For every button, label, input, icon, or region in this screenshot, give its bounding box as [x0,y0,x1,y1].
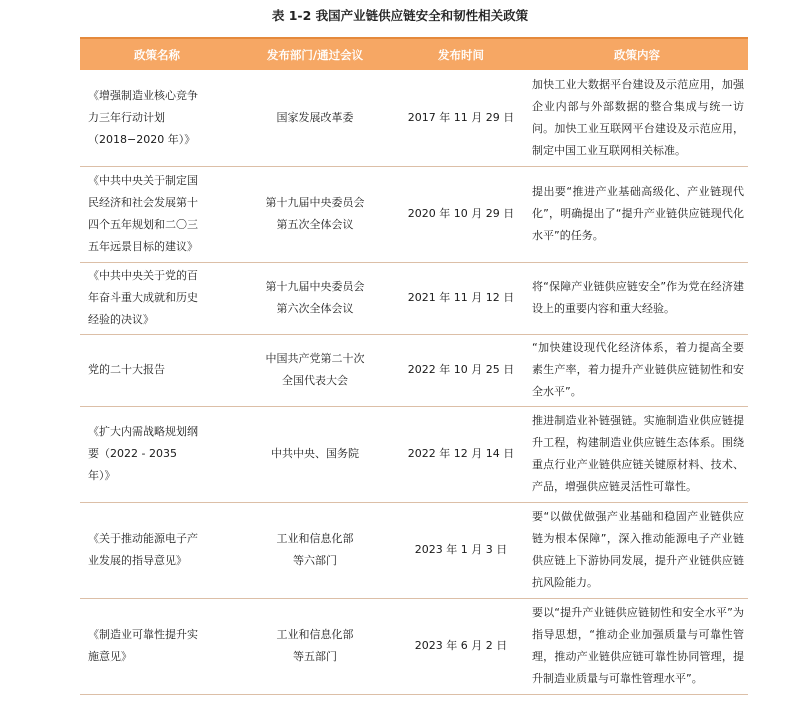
policy-content: “加快建设现代化经济体系，着力提高全要素生产率，着力提升产业链供应链韧性和安全水平”。 [532,341,744,398]
header-content: 政策内容 [526,38,748,70]
publish-date: 2023 年 6 月 2 日 [414,639,508,652]
table-header [80,38,748,70]
publish-date: 2022 年 12 月 14 日 [407,447,515,460]
department-cell [234,598,396,694]
header-department: 发布部门/通过会议 [234,38,396,70]
department: 工业和信息化部 等六部门 [276,532,354,567]
content-cell [526,334,748,406]
publish-date: 2023 年 1 月 3 日 [414,543,508,556]
policy-name: 《中共中央关于制定国 民经济和社会发展第十 四个五年规划和二〇三 五年远景目标的建议》 [88,174,198,253]
table-row [80,334,748,406]
policy-name: 《中共中央关于党的百 年奋斗重大成就和历史 经验的决议》 [88,269,198,326]
policy-name: 《制造业可靠性提升实 施意见》 [88,628,198,663]
policy-name: 《增强制造业核心竞争 力三年行动计划 （2018−2020 年）》 [88,88,198,146]
content-cell [526,406,748,502]
policy-name-cell [80,334,234,406]
department-cell [234,166,396,262]
date-cell [396,334,526,406]
department: 第十九届中央委员会 第六次全体会议 [265,280,365,315]
department-cell [234,502,396,598]
date-cell [396,502,526,598]
policy-content: 将“保障产业链供应链安全”作为党在经济建设上的重要内容和重大经验。 [532,280,744,315]
department: 国家发展改革委 [276,110,354,124]
policy-content: 推进制造业补链强链。实施制造业供应链提升工程，构建制造业供应链生态体系。围绕重点行业产业链供应链关键原材料、技术、产品，增强供应链灵活性可靠性。 [532,414,744,493]
content-cell [526,262,748,334]
date-cell [396,70,526,166]
policy-content: 提出要“推进产业基础高级化、产业链现代化”，明确提出了“提升产业链供应链现代化水平”的任务。 [532,185,744,242]
department-cell [234,262,396,334]
date-cell [396,598,526,694]
content-cell [526,70,748,166]
header-policy-name: 政策名称 [80,38,234,70]
policy-content: 要以“提升产业链供应链韧性和安全水平”为指导思想，“推动企业加强质量与可靠性管理，推动产业链供应链可靠性协同管理，提升制造业质量与可靠性管理水平”。 [532,606,744,685]
department: 中共中央、国务院 [271,447,359,460]
policy-content: 要“以做优做强产业基础和稳固产业链供应链为根本保障”，深入推动能源电子产业链供应链上下游协同发展，提升产业链供应链抗风险能力。 [532,510,744,589]
department-cell [234,70,396,166]
header-row [80,38,748,70]
content-cell [526,598,748,694]
table-row [80,598,748,694]
publish-date: 2021 年 11 月 12 日 [407,291,515,304]
table-row [80,502,748,598]
policy-name: 党的二十大报告 [88,363,165,376]
table-caption: 表 1-2 我国产业链供应链安全和韧性相关政策 [271,8,529,23]
department: 工业和信息化部 等五部门 [276,628,354,663]
date-cell [396,262,526,334]
department-cell [234,334,396,406]
policy-content: 加快工业大数据平台建设及示范应用，加强企业内部与外部数据的整合集成与统一访问。加快工业互联网平台建设及示范应用，制定中国工业互联网相关标准。 [532,77,744,157]
content-cell [526,502,748,598]
content-cell [526,166,748,262]
policy-table [80,37,748,695]
date-cell [396,406,526,502]
policy-name-cell [80,70,234,166]
table-body [80,70,748,694]
date-cell [396,166,526,262]
table-row [80,406,748,502]
publish-date: 2022 年 10 月 25 日 [407,363,515,376]
department-cell [234,406,396,502]
policy-name: 《关于推动能源电子产 业发展的指导意见》 [88,532,198,567]
policy-name-cell [80,262,234,334]
table-row [80,166,748,262]
policy-name: 《扩大内需战略规划纲 要（2022 - 2035 年）》 [88,425,198,482]
policy-name-cell [80,502,234,598]
department: 中国共产党第二十次 全国代表大会 [265,352,365,387]
department: 第十九届中央委员会 第五次全体会议 [265,196,365,231]
table-row [80,70,748,166]
publish-date: 2020 年 10 月 29 日 [407,207,515,220]
policy-name-cell [80,166,234,262]
publish-date: 2017 年 11 月 29 日 [407,110,515,124]
policy-name-cell [80,598,234,694]
table-row [80,262,748,334]
policy-name-cell [80,406,234,502]
header-date: 发布时间 [396,38,526,70]
